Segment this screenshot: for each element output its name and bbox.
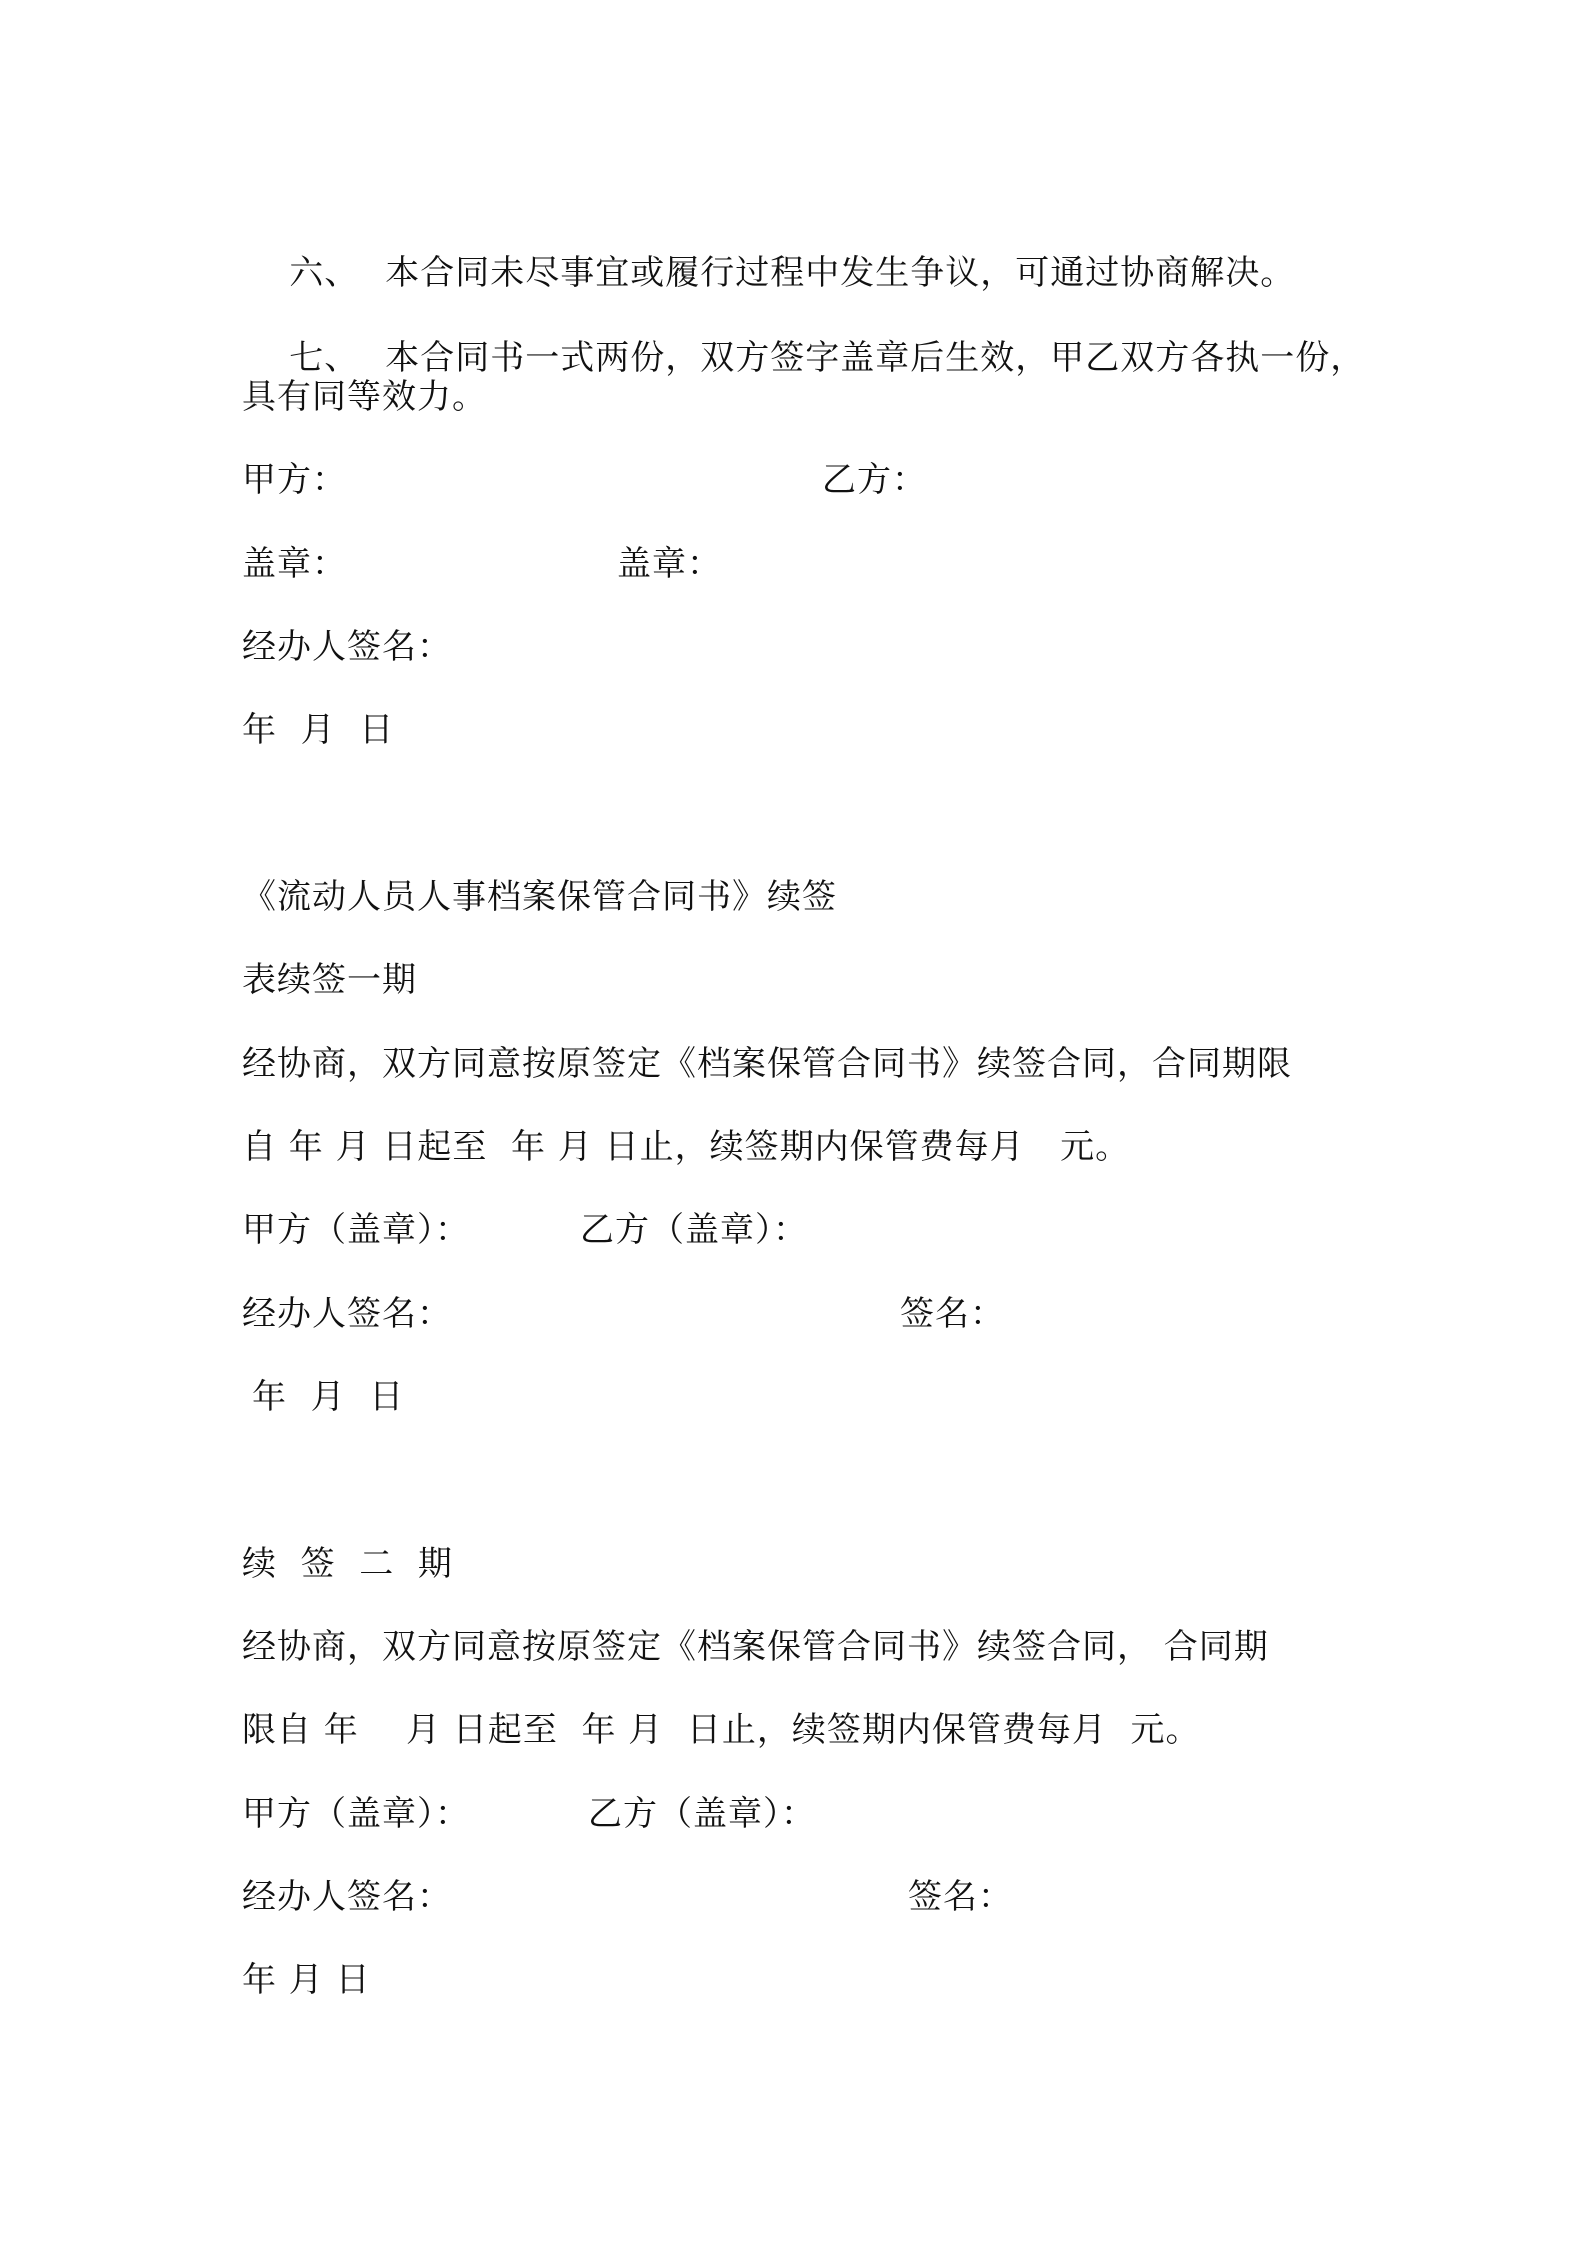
renewal1-date-line: 年 月 日 [252,1377,405,1417]
renewal1-heading: 表续签一期 [242,960,417,1000]
clause-text: 本合同未尽事宜或履行过程中发生争议，可通过协商解决。 [385,253,1296,293]
renewal1-body-line1: 经协商，双方同意按原签定《档案保管合同书》续签合同，合同期限 [242,1044,1292,1084]
renewal2-handler-label: 经办人签名： [242,1877,452,1917]
renewal2-party-b-label: 乙方（盖章）： [588,1794,816,1834]
renewal2-sign-label: 签名： [908,1877,1013,1917]
renewal1-handler-label: 经办人签名： [242,1294,452,1334]
renewal2-body-line1: 经协商，双方同意按原签定《档案保管合同书》续签合同， 合同期 [242,1627,1269,1667]
renewal2-party-a-label: 甲方（盖章）： [242,1794,470,1834]
renewal1-party-b-label: 乙方（盖章）： [580,1210,808,1250]
renewal1-body-line2: 自 年 月 日起至 年 月 日止，续签期内保管费每月 元。 [242,1127,1131,1167]
party-a-label: 甲方： [242,460,347,500]
clause-number: 六、 [289,253,360,293]
party-b-label: 乙方： [822,460,927,500]
handler-signature-label: 经办人签名： [242,627,452,667]
renewal2-body-line2: 限自 年 月 日起至 年 月 日止，续签期内保管费每月 元。 [242,1710,1201,1750]
clause-number: 七、 [289,338,360,378]
clause-text: 本合同书一式两份，双方签字盖章后生效，甲乙双方各执一份， [385,338,1366,378]
seal-a-label: 盖章： [242,544,347,584]
seal-b-label: 盖章： [617,544,722,584]
renewal-title: 《流动人员人事档案保管合同书》续签 [242,877,837,917]
renewal2-date-line: 年 月 日 [242,1960,371,2000]
renewal1-sign-label: 签名： [900,1294,1005,1334]
date-line: 年 月 日 [242,710,395,750]
clause-7-continuation: 具有同等效力。 [242,377,487,417]
renewal1-party-a-label: 甲方（盖章）： [242,1210,470,1250]
renewal2-heading: 续 签 二 期 [242,1544,453,1584]
